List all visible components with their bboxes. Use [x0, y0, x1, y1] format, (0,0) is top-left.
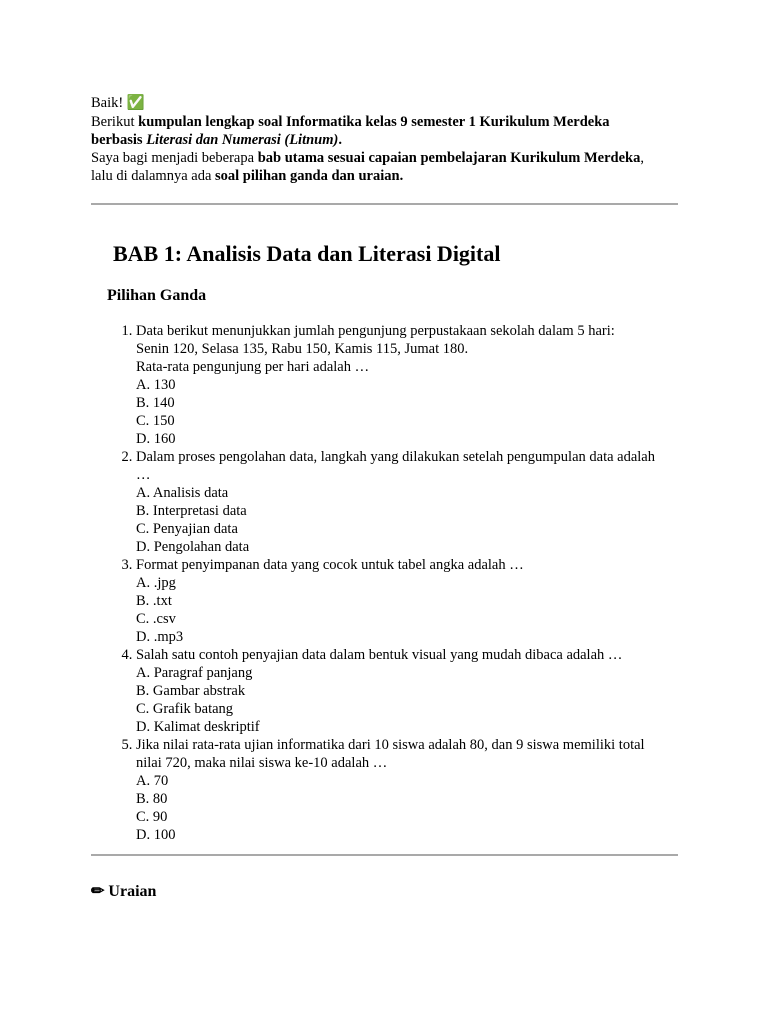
question-text: 4. Salah satu contoh penyajian data dalam bentuk visual yang mudah dibaca adalah … — [136, 647, 623, 663]
intro-bold-text: . — [338, 132, 342, 148]
answer-option: A. Paragraf panjang — [136, 665, 253, 681]
answer-option: B. Gambar abstrak — [136, 683, 246, 699]
intro-text: lalu di dalamnya ada — [91, 168, 216, 184]
intro-bold-text: berbasis — [91, 132, 147, 148]
question-text: Rata-rata pengunjung per hari adalah … — [136, 359, 370, 375]
intro-line-5 — [91, 167, 681, 185]
intro-line-2 — [91, 113, 681, 131]
answer-option: C. Grafik batang — [136, 701, 234, 717]
intro-greeting: Baik! ✅ — [91, 95, 145, 111]
horizontal-rule — [91, 854, 678, 856]
question-text: 5. Jika nilai rata-rata ujian informatika dari 10 siswa adalah 80, dan 9 siswa memiliki total — [136, 737, 645, 753]
answer-option: A. 70 — [136, 773, 169, 789]
document-page — [91, 95, 681, 902]
answer-option: B. 140 — [136, 395, 175, 411]
intro-text: Berikut — [91, 114, 139, 130]
answer-option: D. 100 — [136, 827, 176, 843]
intro-bold-text: bab utama sesuai capaian pembelajaran Kurikulum Merdeka — [257, 150, 641, 166]
question-item — [136, 556, 681, 646]
answer-option: D. Pengolahan data — [136, 539, 250, 555]
intro-bold-text: soal pilihan ganda dan uraian. — [215, 168, 404, 184]
question-item — [136, 646, 681, 736]
answer-option: C. Penyajian data — [136, 521, 238, 537]
answer-option: D. Kalimat deskriptif — [136, 719, 260, 735]
question-item — [136, 736, 681, 844]
intro-text: Saya bagi menjadi beberapa — [91, 150, 258, 166]
answer-option: C. 150 — [136, 413, 175, 429]
intro-italic-text: Literasi dan Numerasi (Litnum) — [146, 132, 339, 148]
horizontal-rule — [91, 203, 678, 205]
question-text: 2. Dalam proses pengolahan data, langkah yang dilakukan setelah pengumpulan data adalah — [136, 449, 655, 465]
intro-line-4 — [91, 149, 681, 167]
question-text: nilai 720, maka nilai siswa ke-10 adalah … — [136, 755, 388, 771]
answer-option: D. .mp3 — [136, 629, 184, 645]
question-text: Senin 120, Selasa 135, Rabu 150, Kamis 115, Jumat 180. — [136, 341, 469, 357]
answer-option: A. 130 — [136, 377, 176, 393]
answer-option: A. Analisis data — [136, 485, 229, 501]
question-item — [136, 448, 681, 556]
answer-option: C. .csv — [136, 611, 176, 627]
answer-option: C. 90 — [136, 809, 168, 825]
intro-paragraph — [91, 95, 681, 185]
intro-bold-text: kumpulan lengkap soal Informatika kelas 9 semester 1 Kurikulum Merdeka — [138, 114, 610, 130]
question-text: 3. Format penyimpanan data yang cocok untuk tabel angka adalah … — [136, 557, 524, 573]
intro-line-3 — [91, 131, 681, 149]
answer-option: B. .txt — [136, 593, 172, 609]
intro-text: , — [640, 150, 644, 166]
answer-option: D. 160 — [136, 431, 176, 447]
answer-option: B. Interpretasi data — [136, 503, 247, 519]
question-text: 1. Data berikut menunjukkan jumlah pengunjung perpustakaan sekolah dalam 5 hari: — [136, 323, 615, 339]
answer-option: B. 80 — [136, 791, 168, 807]
section-heading-uraian: ✏ Uraian — [91, 883, 157, 900]
answer-option: A. .jpg — [136, 575, 176, 591]
question-list — [91, 322, 681, 844]
question-text: … — [136, 467, 151, 483]
chapter-title: BAB 1: Analisis Data dan Literasi Digital — [113, 241, 501, 266]
question-item — [136, 322, 681, 448]
section-heading-pilihan-ganda: Pilihan Ganda — [107, 287, 207, 304]
